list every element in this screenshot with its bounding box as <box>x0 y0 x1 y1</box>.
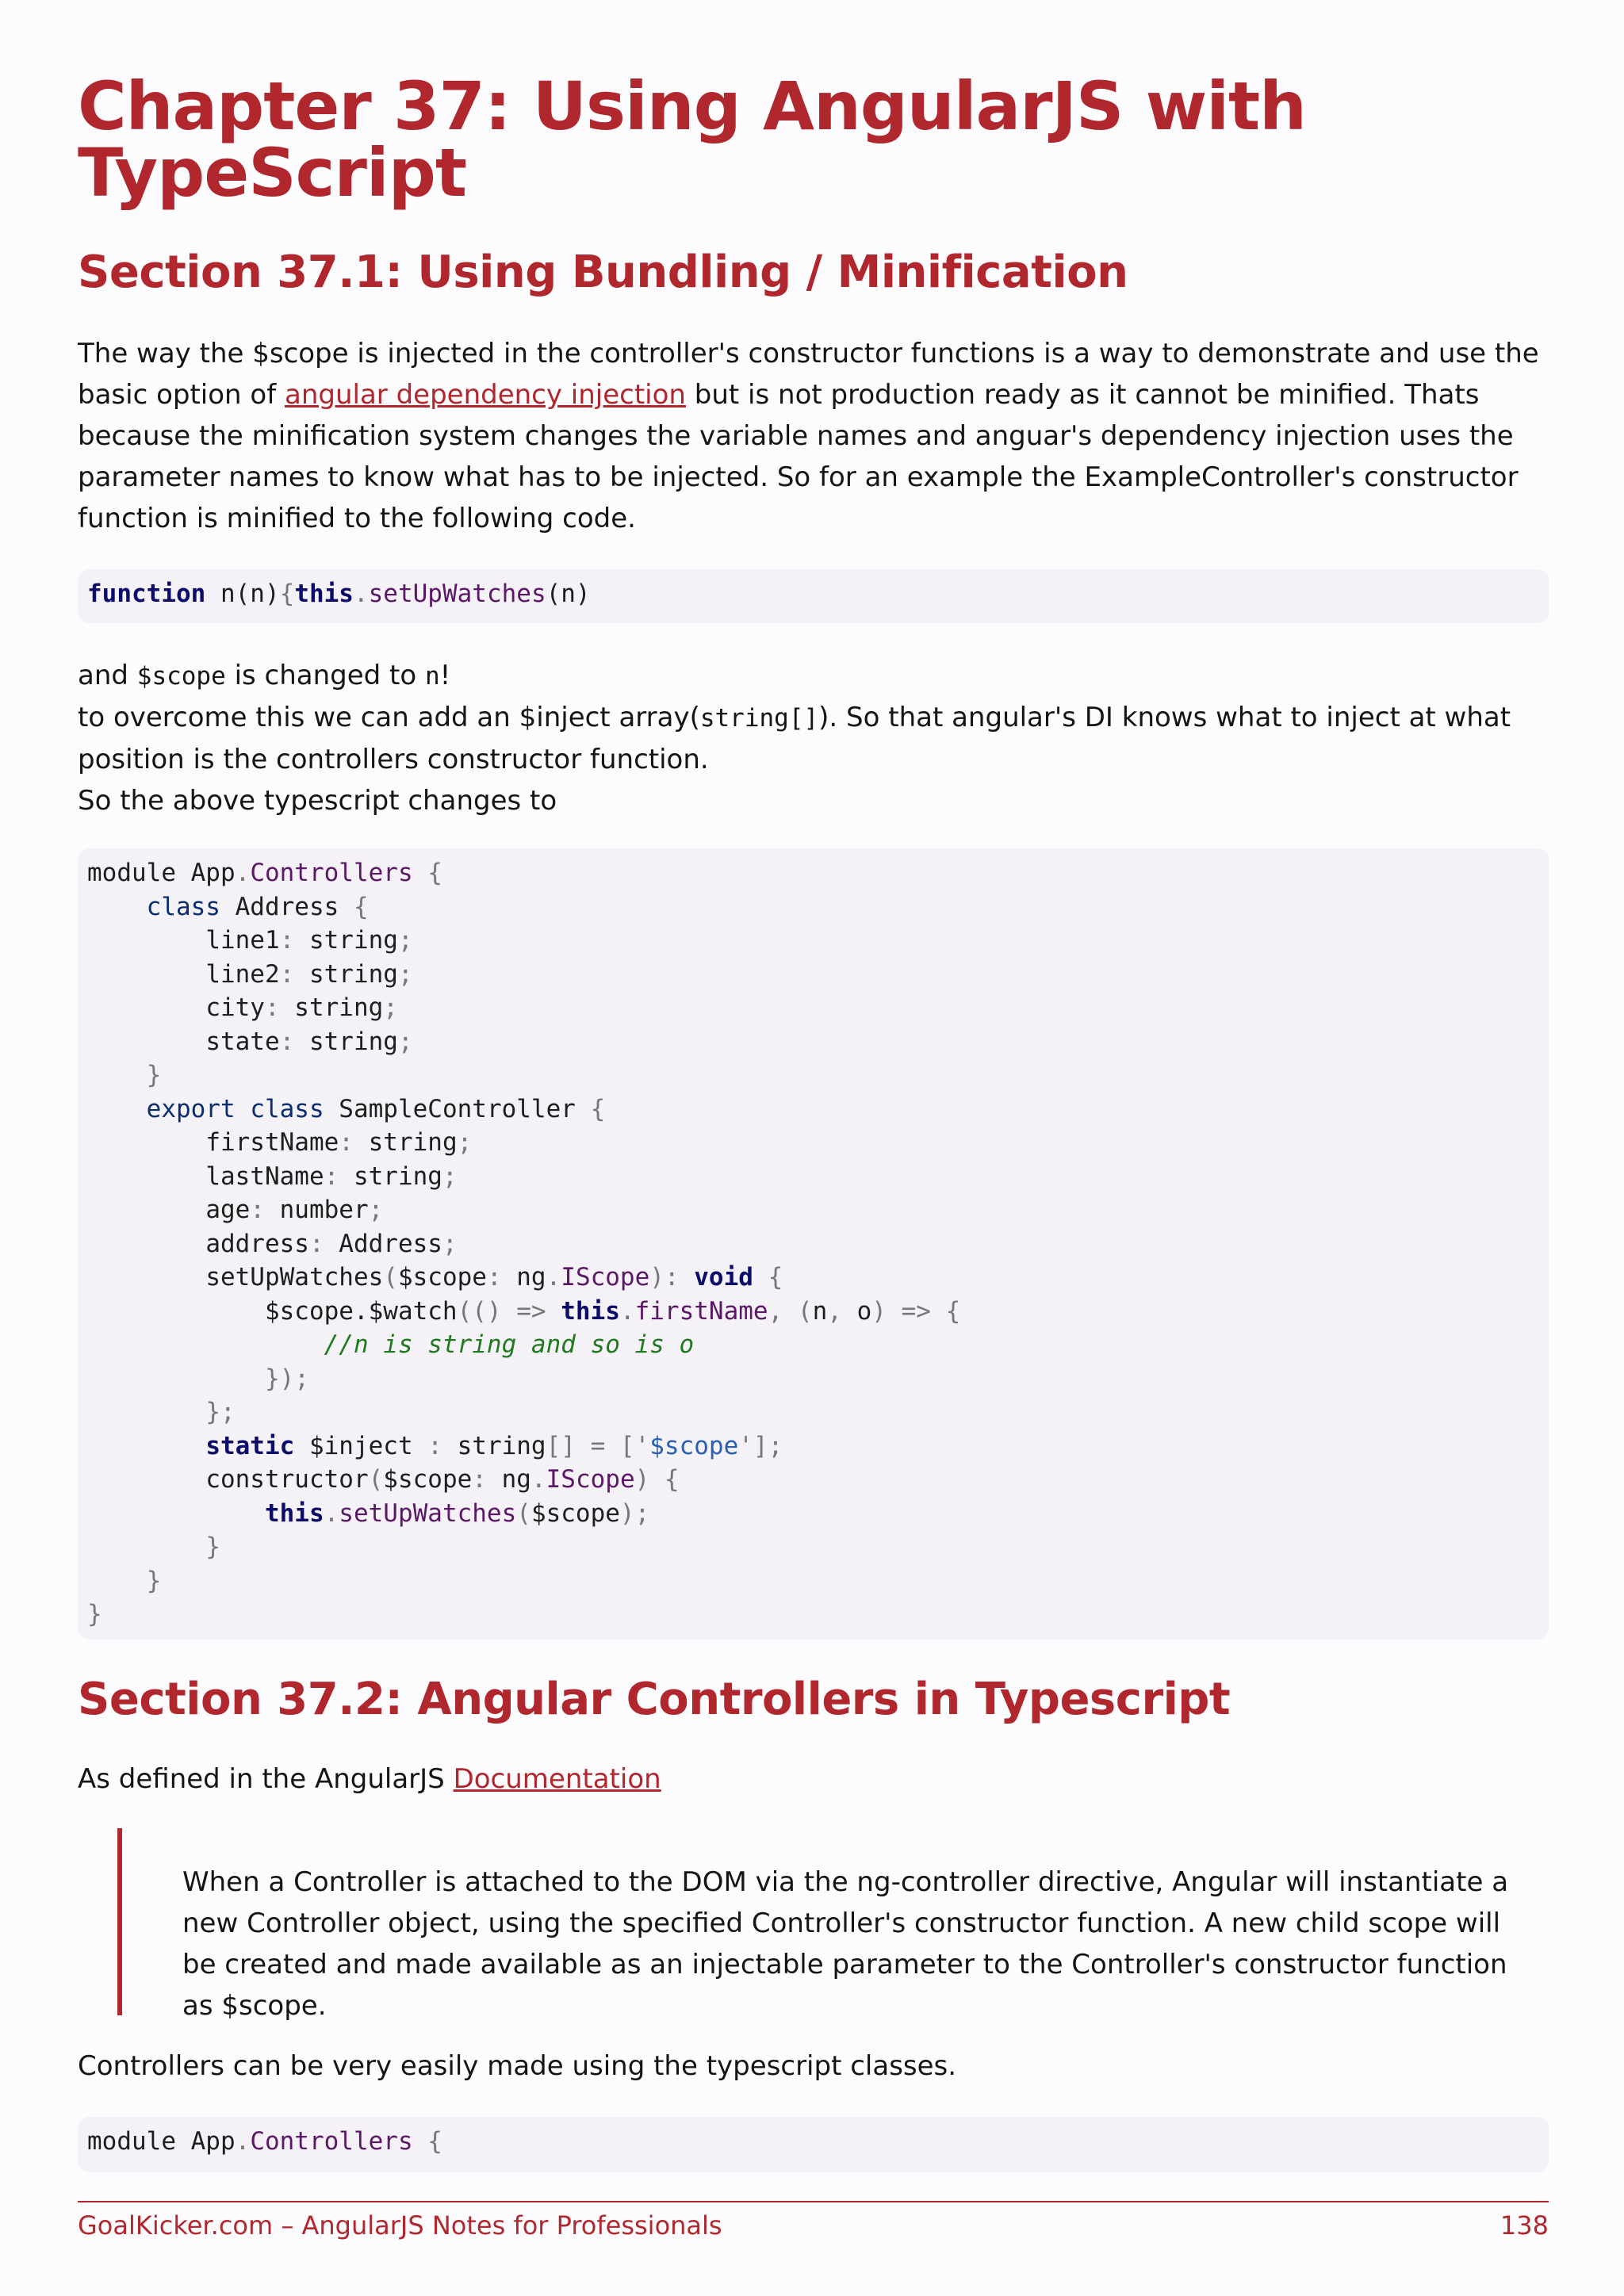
section-title-37-2: Section 37.2: Angular Controllers in Typescript <box>78 1674 1231 1725</box>
code-block-minified <box>78 569 1549 623</box>
footer-title: GoalKicker.com – AngularJS Notes for Professionals <box>78 2210 722 2241</box>
section1-intro <box>78 333 1549 539</box>
page-number: 138 <box>1500 2210 1549 2241</box>
section2-after-quote: Controllers can be very easily made using the typescript classes. <box>78 2050 957 2082</box>
code-block-controllers <box>78 2117 1549 2172</box>
section2-intro: As defined in the AngularJS Documentation <box>78 1763 661 1795</box>
code-block-inject <box>78 848 1549 1640</box>
footer-divider <box>78 2201 1549 2202</box>
quote-text: When a Controller is attached to the DOM via the ng-controller directive, Angular will instantiate a new Controller object, using the specified Controller's constructor function. A new child scope will be created and made available as an injectable parameter to the Controller's constructor function as $scope. <box>182 1866 1509 2022</box>
intro-text-cont: but is not production ready as it cannot be minified. Thats because the minification system changes the variable names and anguar's dependency injection uses the parameter names to know what has to be injected. So for an example the ExampleController's constructor function is minified to the following code. <box>78 379 1519 534</box>
chapter-title: Chapter 37: Using AngularJS with TypeScript <box>78 67 1306 212</box>
section-title-37-1: Section 37.1: Using Bundling / Minification <box>78 247 1128 298</box>
angular-di-link[interactable]: angular dependency injection <box>284 379 686 411</box>
section1-explanation: and $scope is changed to n! to overcome this we can add an $inject array(string[]). So that angular's DI knows what to inject at what position is the controllers constructor function. So the above typescript changes to <box>78 660 1511 817</box>
intro-text: The way the $scope is injected in the controller's constructor functions is a way to demonstrate and use the basic option of <box>78 338 1539 411</box>
documentation-quote <box>117 1828 1537 2022</box>
code-minified: function n(n){this.setUpWatches(n) <box>87 580 591 608</box>
code-controllers: module App.Controllers { <box>87 2127 442 2156</box>
code-inject: module App.Controllers { class Address { line1: string; line2: string; city: string; state: string; } export class SampleController { firstName: string; lastName: string; age: number; address: Address; setUpWatches($scope: ng.IScope): void { $scope.$watch(() => this.firstName, (n, o) => { //n is string and so is o }); }; static $inject : string[] = ['$scope']; constructor($scope: ng.IScope) { this.setUpWatches($scope); } } } <box>87 859 961 1628</box>
documentation-link[interactable]: Documentation <box>453 1763 661 1795</box>
